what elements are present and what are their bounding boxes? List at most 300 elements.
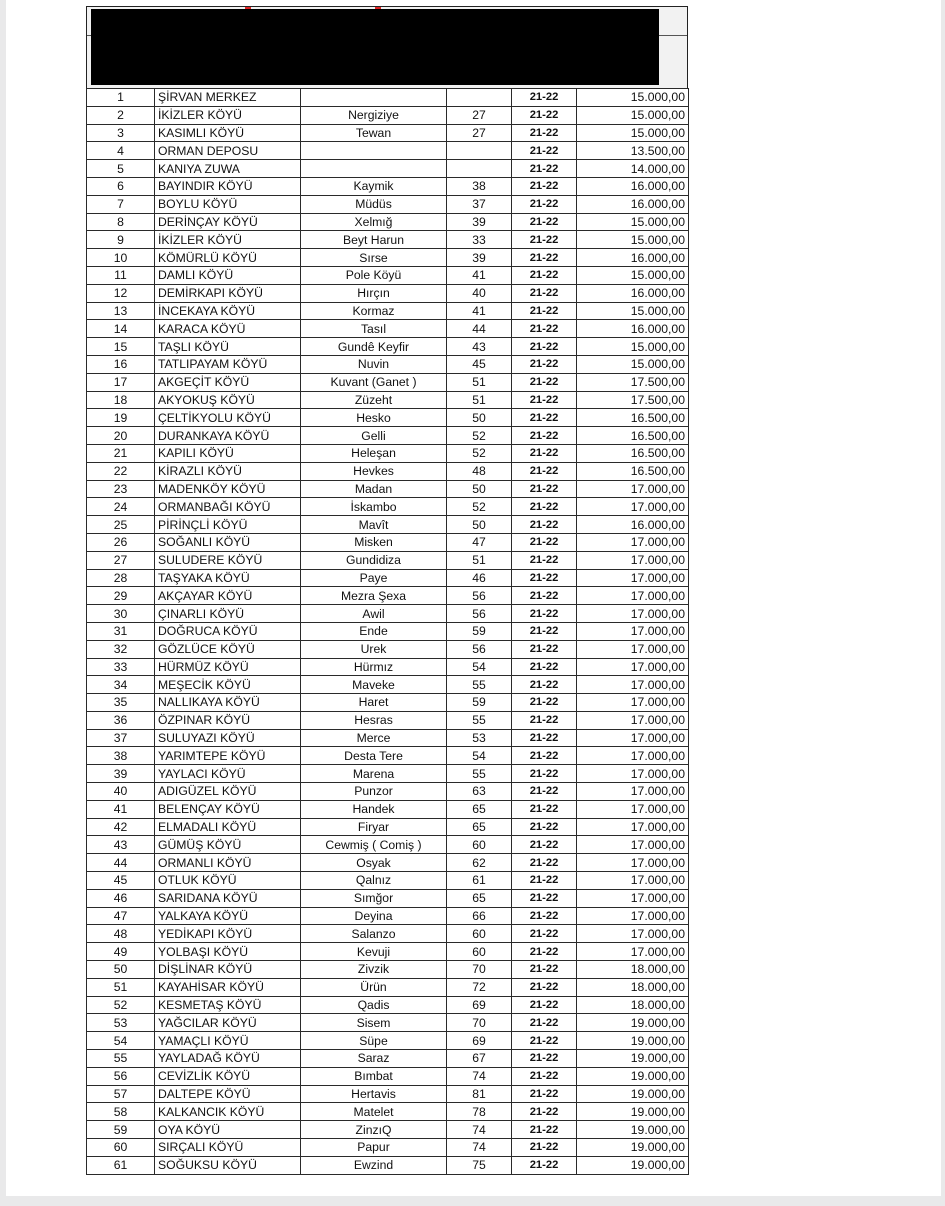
local-name: Kevuji xyxy=(301,943,447,961)
code-cell: 65 xyxy=(447,818,512,836)
village-name: KASIMLI KÖYÜ xyxy=(155,124,301,142)
code-cell: 39 xyxy=(447,213,512,231)
row-number: 21 xyxy=(87,444,155,462)
price-cell: 15.000,00 xyxy=(577,231,689,249)
village-name: BELENÇAY KÖYÜ xyxy=(155,800,301,818)
local-name: Pole Köyü xyxy=(301,266,447,284)
code-cell: 81 xyxy=(447,1085,512,1103)
document-sheet xyxy=(86,6,688,1175)
price-cell: 15.000,00 xyxy=(577,106,689,124)
code-cell: 37 xyxy=(447,195,512,213)
table-row xyxy=(87,106,689,124)
row-number: 11 xyxy=(87,266,155,284)
code-cell: 41 xyxy=(447,266,512,284)
village-name: ÇELTİKYOLU KÖYÜ xyxy=(155,409,301,427)
local-name: Sımğor xyxy=(301,889,447,907)
row-number: 25 xyxy=(87,516,155,534)
season-cell: 21-22 xyxy=(512,605,577,623)
local-name: Ende xyxy=(301,622,447,640)
village-name: KARACA KÖYÜ xyxy=(155,320,301,338)
village-name: SIRÇALI KÖYÜ xyxy=(155,1139,301,1157)
price-cell: 15.000,00 xyxy=(577,124,689,142)
price-table xyxy=(86,88,689,1175)
season-cell: 21-22 xyxy=(512,1103,577,1121)
village-name: BAYINDIR KÖYÜ xyxy=(155,177,301,195)
row-number: 30 xyxy=(87,605,155,623)
row-number: 38 xyxy=(87,747,155,765)
table-row xyxy=(87,676,689,694)
village-name: YEDİKAPI KÖYÜ xyxy=(155,925,301,943)
local-name: Merce xyxy=(301,729,447,747)
village-name: İNCEKAYA KÖYÜ xyxy=(155,302,301,320)
season-cell: 21-22 xyxy=(512,1085,577,1103)
row-number: 6 xyxy=(87,177,155,195)
local-name: Gundidiza xyxy=(301,551,447,569)
price-cell: 19.000,00 xyxy=(577,1032,689,1050)
table-row xyxy=(87,569,689,587)
price-cell: 17.000,00 xyxy=(577,551,689,569)
season-cell: 21-22 xyxy=(512,551,577,569)
table-row xyxy=(87,338,689,356)
village-name: AKÇAYAR KÖYÜ xyxy=(155,587,301,605)
table-row xyxy=(87,89,689,107)
season-cell: 21-22 xyxy=(512,694,577,712)
local-name: Tasıl xyxy=(301,320,447,338)
price-cell: 15.000,00 xyxy=(577,213,689,231)
table-row xyxy=(87,391,689,409)
code-cell: 53 xyxy=(447,729,512,747)
code-cell: 70 xyxy=(447,1014,512,1032)
local-name xyxy=(301,142,447,160)
table-row xyxy=(87,889,689,907)
table-row xyxy=(87,765,689,783)
village-name: YAMAÇLI KÖYÜ xyxy=(155,1032,301,1050)
row-number: 39 xyxy=(87,765,155,783)
code-cell: 51 xyxy=(447,391,512,409)
code-cell: 55 xyxy=(447,676,512,694)
code-cell: 48 xyxy=(447,462,512,480)
village-name: KALKANCIK KÖYÜ xyxy=(155,1103,301,1121)
row-number: 44 xyxy=(87,854,155,872)
local-name: Mavît xyxy=(301,516,447,534)
village-name: MEŞECİK KÖYÜ xyxy=(155,676,301,694)
local-name xyxy=(301,89,447,107)
table-row xyxy=(87,961,689,979)
season-cell: 21-22 xyxy=(512,836,577,854)
season-cell: 21-22 xyxy=(512,747,577,765)
code-cell: 27 xyxy=(447,124,512,142)
village-name: OYA KÖYÜ xyxy=(155,1121,301,1139)
village-name: DAMLI KÖYÜ xyxy=(155,266,301,284)
local-name: İskambo xyxy=(301,498,447,516)
local-name: Ürün xyxy=(301,978,447,996)
season-cell: 21-22 xyxy=(512,320,577,338)
price-cell: 14.000,00 xyxy=(577,160,689,178)
code-cell: 43 xyxy=(447,338,512,356)
table-row xyxy=(87,284,689,302)
price-cell: 15.000,00 xyxy=(577,266,689,284)
row-number: 9 xyxy=(87,231,155,249)
code-cell: 55 xyxy=(447,765,512,783)
code-cell: 61 xyxy=(447,872,512,890)
village-name: ÖZPINAR KÖYÜ xyxy=(155,711,301,729)
row-number: 40 xyxy=(87,783,155,801)
code-cell: 69 xyxy=(447,1032,512,1050)
local-name: Sisem xyxy=(301,1014,447,1032)
season-cell: 21-22 xyxy=(512,1050,577,1068)
price-cell: 16.000,00 xyxy=(577,195,689,213)
code-cell: 69 xyxy=(447,996,512,1014)
row-number: 13 xyxy=(87,302,155,320)
code-cell: 72 xyxy=(447,978,512,996)
row-number: 3 xyxy=(87,124,155,142)
table-row xyxy=(87,142,689,160)
village-name: DERİNÇAY KÖYÜ xyxy=(155,213,301,231)
price-cell: 17.000,00 xyxy=(577,640,689,658)
code-cell: 33 xyxy=(447,231,512,249)
local-name: Cewmiş ( Comiş ) xyxy=(301,836,447,854)
table-header xyxy=(86,6,688,88)
row-number: 8 xyxy=(87,213,155,231)
season-cell: 21-22 xyxy=(512,996,577,1014)
village-name: ELMADALI KÖYÜ xyxy=(155,818,301,836)
price-cell: 16.000,00 xyxy=(577,284,689,302)
season-cell: 21-22 xyxy=(512,854,577,872)
local-name: Xelmığ xyxy=(301,213,447,231)
village-name: DOĞRUCA KÖYÜ xyxy=(155,622,301,640)
row-number: 47 xyxy=(87,907,155,925)
village-name: AKGEÇİT KÖYÜ xyxy=(155,373,301,391)
price-cell: 17.000,00 xyxy=(577,498,689,516)
price-cell: 17.500,00 xyxy=(577,391,689,409)
price-cell: 19.000,00 xyxy=(577,1139,689,1157)
row-number: 37 xyxy=(87,729,155,747)
table-row xyxy=(87,747,689,765)
season-cell: 21-22 xyxy=(512,213,577,231)
local-name: Tewan xyxy=(301,124,447,142)
season-cell: 21-22 xyxy=(512,587,577,605)
price-cell: 19.000,00 xyxy=(577,1050,689,1068)
code-cell: 52 xyxy=(447,444,512,462)
village-name: ORMAN DEPOSU xyxy=(155,142,301,160)
season-cell: 21-22 xyxy=(512,889,577,907)
village-name: YAYLACI KÖYÜ xyxy=(155,765,301,783)
local-name: Nergiziye xyxy=(301,106,447,124)
table-row xyxy=(87,658,689,676)
code-cell: 60 xyxy=(447,943,512,961)
season-cell: 21-22 xyxy=(512,640,577,658)
row-number: 32 xyxy=(87,640,155,658)
table-row xyxy=(87,498,689,516)
local-name xyxy=(301,160,447,178)
row-number: 23 xyxy=(87,480,155,498)
code-cell: 63 xyxy=(447,783,512,801)
code-cell: 75 xyxy=(447,1156,512,1174)
table-row xyxy=(87,1121,689,1139)
table-row xyxy=(87,249,689,267)
local-name: Hertavis xyxy=(301,1085,447,1103)
season-cell: 21-22 xyxy=(512,943,577,961)
row-number: 1 xyxy=(87,89,155,107)
price-cell: 17.000,00 xyxy=(577,711,689,729)
local-name: Marena xyxy=(301,765,447,783)
code-cell: 67 xyxy=(447,1050,512,1068)
code-cell: 52 xyxy=(447,427,512,445)
season-cell: 21-22 xyxy=(512,409,577,427)
table-row xyxy=(87,711,689,729)
row-number: 10 xyxy=(87,249,155,267)
season-cell: 21-22 xyxy=(512,978,577,996)
code-cell: 50 xyxy=(447,409,512,427)
table-row xyxy=(87,694,689,712)
local-name: Bımbat xyxy=(301,1067,447,1085)
row-number: 58 xyxy=(87,1103,155,1121)
village-name: KAPILI KÖYÜ xyxy=(155,444,301,462)
code-cell: 47 xyxy=(447,533,512,551)
season-cell: 21-22 xyxy=(512,444,577,462)
season-cell: 21-22 xyxy=(512,925,577,943)
local-name: Paye xyxy=(301,569,447,587)
table-row xyxy=(87,1156,689,1174)
village-name: DEMİRKAPI KÖYÜ xyxy=(155,284,301,302)
price-cell: 19.000,00 xyxy=(577,1067,689,1085)
season-cell: 21-22 xyxy=(512,622,577,640)
price-cell: 17.500,00 xyxy=(577,373,689,391)
season-cell: 21-22 xyxy=(512,1156,577,1174)
season-cell: 21-22 xyxy=(512,818,577,836)
row-number: 20 xyxy=(87,427,155,445)
season-cell: 21-22 xyxy=(512,1121,577,1139)
price-cell: 15.000,00 xyxy=(577,338,689,356)
village-name: ADIGÜZEL KÖYÜ xyxy=(155,783,301,801)
code-cell: 66 xyxy=(447,907,512,925)
table-row xyxy=(87,1014,689,1032)
price-cell: 17.000,00 xyxy=(577,765,689,783)
season-cell: 21-22 xyxy=(512,195,577,213)
code-cell: 44 xyxy=(447,320,512,338)
season-cell: 21-22 xyxy=(512,961,577,979)
price-cell: 16.500,00 xyxy=(577,427,689,445)
village-name: İKİZLER KÖYÜ xyxy=(155,106,301,124)
local-name: Haret xyxy=(301,694,447,712)
village-name: YAYLADAĞ KÖYÜ xyxy=(155,1050,301,1068)
local-name: Gundê Keyfir xyxy=(301,338,447,356)
redacted-header-block xyxy=(91,9,659,85)
season-cell: 21-22 xyxy=(512,89,577,107)
code-cell: 45 xyxy=(447,355,512,373)
village-name: ORMANLI KÖYÜ xyxy=(155,854,301,872)
code-cell: 41 xyxy=(447,302,512,320)
price-cell: 17.000,00 xyxy=(577,907,689,925)
code-cell: 46 xyxy=(447,569,512,587)
local-name: Züzeht xyxy=(301,391,447,409)
table-row xyxy=(87,640,689,658)
village-name: DİŞLİNAR KÖYÜ xyxy=(155,961,301,979)
local-name: Madan xyxy=(301,480,447,498)
season-cell: 21-22 xyxy=(512,160,577,178)
village-name: SULUDERE KÖYÜ xyxy=(155,551,301,569)
price-cell: 19.000,00 xyxy=(577,1103,689,1121)
code-cell xyxy=(447,160,512,178)
table-row xyxy=(87,533,689,551)
village-name: KÖMÜRLÜ KÖYÜ xyxy=(155,249,301,267)
row-number: 5 xyxy=(87,160,155,178)
local-name: Qadis xyxy=(301,996,447,1014)
row-number: 14 xyxy=(87,320,155,338)
table-row xyxy=(87,1139,689,1157)
village-name: KAYAHİSAR KÖYÜ xyxy=(155,978,301,996)
row-number: 24 xyxy=(87,498,155,516)
season-cell: 21-22 xyxy=(512,783,577,801)
code-cell: 54 xyxy=(447,658,512,676)
row-number: 46 xyxy=(87,889,155,907)
row-number: 49 xyxy=(87,943,155,961)
village-name: SOĞUKSU KÖYÜ xyxy=(155,1156,301,1174)
table-row xyxy=(87,1085,689,1103)
row-number: 17 xyxy=(87,373,155,391)
local-name: Hevkes xyxy=(301,462,447,480)
table-row xyxy=(87,160,689,178)
price-cell: 17.000,00 xyxy=(577,533,689,551)
village-name: GÜMÜŞ KÖYÜ xyxy=(155,836,301,854)
local-name: Nuvin xyxy=(301,355,447,373)
season-cell: 21-22 xyxy=(512,355,577,373)
row-number: 18 xyxy=(87,391,155,409)
local-name: Beyt Harun xyxy=(301,231,447,249)
season-cell: 21-22 xyxy=(512,1139,577,1157)
row-number: 41 xyxy=(87,800,155,818)
price-cell: 17.000,00 xyxy=(577,836,689,854)
row-number: 61 xyxy=(87,1156,155,1174)
row-number: 43 xyxy=(87,836,155,854)
table-row xyxy=(87,177,689,195)
row-number: 57 xyxy=(87,1085,155,1103)
season-cell: 21-22 xyxy=(512,373,577,391)
code-cell xyxy=(447,142,512,160)
row-number: 45 xyxy=(87,872,155,890)
row-number: 59 xyxy=(87,1121,155,1139)
village-name: SARIDANA KÖYÜ xyxy=(155,889,301,907)
season-cell: 21-22 xyxy=(512,676,577,694)
season-cell: 21-22 xyxy=(512,284,577,302)
season-cell: 21-22 xyxy=(512,177,577,195)
local-name: Kormaz xyxy=(301,302,447,320)
code-cell: 74 xyxy=(447,1067,512,1085)
table-row xyxy=(87,605,689,623)
village-name: CEVİZLİK KÖYÜ xyxy=(155,1067,301,1085)
code-cell: 70 xyxy=(447,961,512,979)
table-row xyxy=(87,266,689,284)
table-row xyxy=(87,462,689,480)
local-name: ZinzıQ xyxy=(301,1121,447,1139)
season-cell: 21-22 xyxy=(512,124,577,142)
season-cell: 21-22 xyxy=(512,569,577,587)
code-cell: 60 xyxy=(447,925,512,943)
village-name: YAĞCILAR KÖYÜ xyxy=(155,1014,301,1032)
table-row xyxy=(87,409,689,427)
price-cell: 16.500,00 xyxy=(577,444,689,462)
price-cell: 17.000,00 xyxy=(577,622,689,640)
local-name: Ewzind xyxy=(301,1156,447,1174)
price-cell: 17.000,00 xyxy=(577,783,689,801)
price-cell: 17.000,00 xyxy=(577,569,689,587)
code-cell: 51 xyxy=(447,373,512,391)
price-cell: 17.000,00 xyxy=(577,747,689,765)
season-cell: 21-22 xyxy=(512,729,577,747)
table-row xyxy=(87,978,689,996)
local-name: Awil xyxy=(301,605,447,623)
row-number: 26 xyxy=(87,533,155,551)
code-cell: 51 xyxy=(447,551,512,569)
season-cell: 21-22 xyxy=(512,658,577,676)
season-cell: 21-22 xyxy=(512,1067,577,1085)
price-cell: 18.000,00 xyxy=(577,961,689,979)
price-cell: 19.000,00 xyxy=(577,1121,689,1139)
price-cell: 16.500,00 xyxy=(577,462,689,480)
price-cell: 17.000,00 xyxy=(577,889,689,907)
village-name: KESMETAŞ KÖYÜ xyxy=(155,996,301,1014)
village-name: KANIYA ZUWA xyxy=(155,160,301,178)
village-name: KİRAZLI KÖYÜ xyxy=(155,462,301,480)
table-row xyxy=(87,943,689,961)
code-cell: 65 xyxy=(447,800,512,818)
code-cell: 62 xyxy=(447,854,512,872)
table-row xyxy=(87,444,689,462)
code-cell: 65 xyxy=(447,889,512,907)
code-cell: 74 xyxy=(447,1139,512,1157)
price-cell: 17.000,00 xyxy=(577,587,689,605)
row-number: 12 xyxy=(87,284,155,302)
price-cell: 18.000,00 xyxy=(577,978,689,996)
table-row xyxy=(87,427,689,445)
table-row xyxy=(87,907,689,925)
row-number: 27 xyxy=(87,551,155,569)
table-row xyxy=(87,516,689,534)
price-cell: 17.000,00 xyxy=(577,480,689,498)
row-number: 33 xyxy=(87,658,155,676)
season-cell: 21-22 xyxy=(512,872,577,890)
price-cell: 15.000,00 xyxy=(577,89,689,107)
season-cell: 21-22 xyxy=(512,516,577,534)
table-row xyxy=(87,996,689,1014)
village-name: NALLIKAYA KÖYÜ xyxy=(155,694,301,712)
village-name: HÜRMÜZ KÖYÜ xyxy=(155,658,301,676)
row-number: 29 xyxy=(87,587,155,605)
village-name: YALKAYA KÖYÜ xyxy=(155,907,301,925)
code-cell: 55 xyxy=(447,711,512,729)
local-name: Osyak xyxy=(301,854,447,872)
village-name: TAŞYAKA KÖYÜ xyxy=(155,569,301,587)
local-name: Heleşan xyxy=(301,444,447,462)
row-number: 55 xyxy=(87,1050,155,1068)
season-cell: 21-22 xyxy=(512,480,577,498)
village-name: TAŞLI KÖYÜ xyxy=(155,338,301,356)
season-cell: 21-22 xyxy=(512,1032,577,1050)
price-cell: 16.000,00 xyxy=(577,177,689,195)
table-row xyxy=(87,783,689,801)
local-name: Punzor xyxy=(301,783,447,801)
season-cell: 21-22 xyxy=(512,231,577,249)
table-row xyxy=(87,480,689,498)
season-cell: 21-22 xyxy=(512,266,577,284)
table-row xyxy=(87,872,689,890)
table-row xyxy=(87,302,689,320)
season-cell: 21-22 xyxy=(512,1014,577,1032)
row-number: 34 xyxy=(87,676,155,694)
code-cell: 54 xyxy=(447,747,512,765)
season-cell: 21-22 xyxy=(512,498,577,516)
village-name: DALTEPE KÖYÜ xyxy=(155,1085,301,1103)
